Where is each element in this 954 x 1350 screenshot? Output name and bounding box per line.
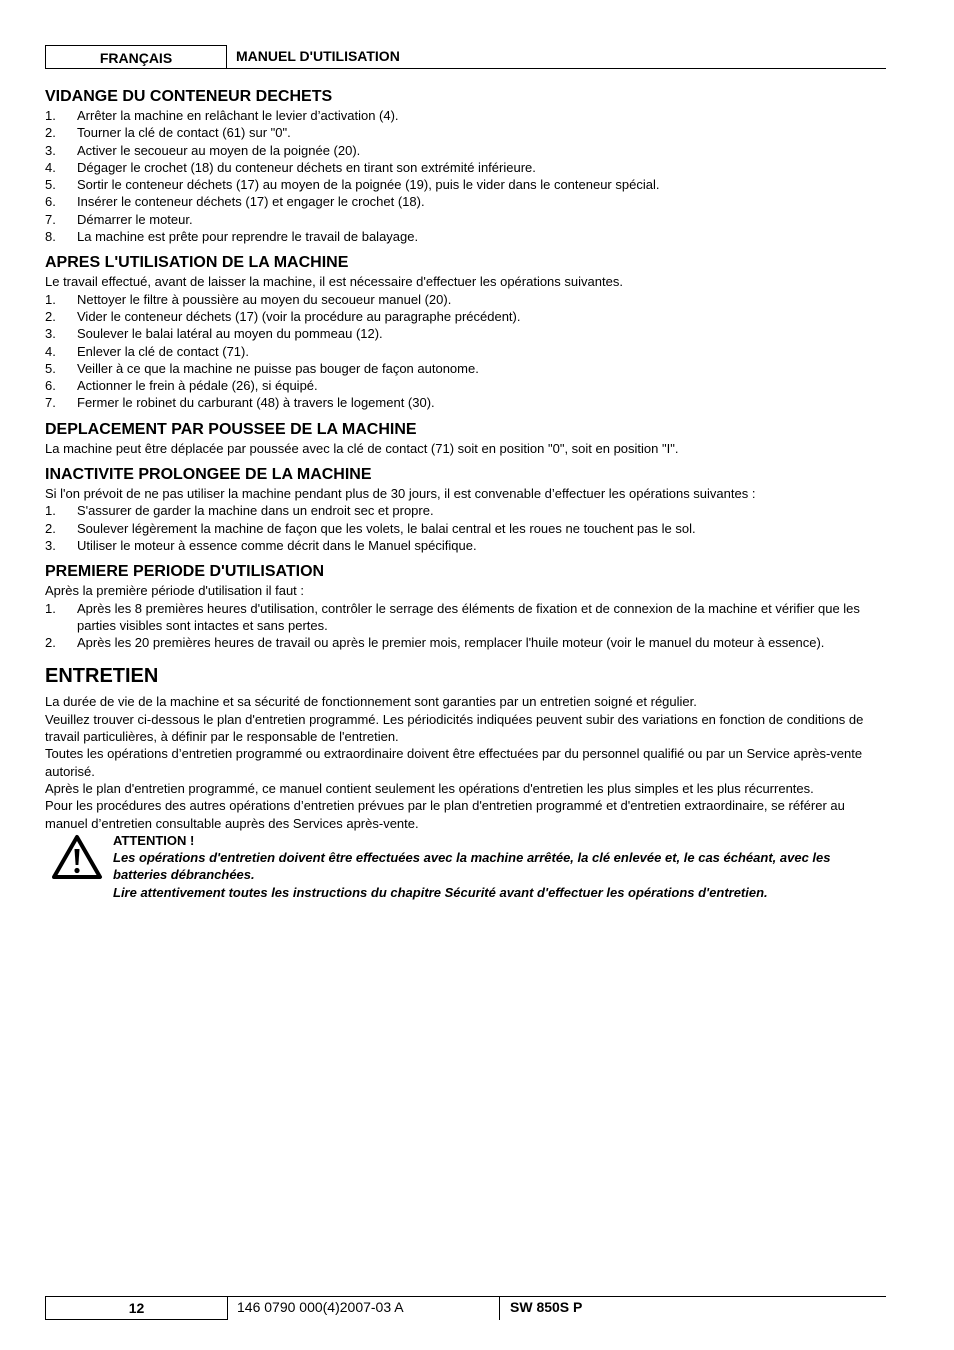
numbered-list (45, 291, 887, 412)
section-heading: DEPLACEMENT PAR POUSSEE DE LA MACHINE (45, 420, 417, 438)
paragraph: Veuillez trouver ci-dessous le plan d'entretien programmé. Les périodicités indiquées peuvent subir des variations en fonction de conditions de travail particulières, à définir par le responsable de l'entretien. (45, 711, 864, 745)
section-heading: APRES L'UTILISATION DE LA MACHINE (45, 254, 349, 272)
list-item: 5. Veiller à ce que la machine ne puisse pas bouger de façon autonome. (45, 360, 479, 376)
list-item: 4. Dégager le crochet (18) du conteneur déchets en tirant son extrémité inférieure. (45, 159, 536, 175)
chapter-title: ENTRETIEN (45, 665, 159, 688)
section-heading: PREMIERE PERIODE D'UTILISATION (45, 563, 325, 581)
header-title: MANUEL D'UTILISATION (227, 45, 886, 69)
section-heading: INACTIVITE PROLONGEE DE LA MACHINE (45, 466, 372, 484)
list-item: 1. S'assurer de garder la machine dans un endroit sec et propre. (45, 503, 434, 519)
list-item: 7. Fermer le robinet du carburant (48) à travers le logement (30). (45, 395, 435, 411)
list-item: 1. Après les 8 premières heures d'utilisation, contrôler le serrage des éléments de fixation et de connexion de la machine et vérifier que les parties visibles sont intactes et sans pertes. (45, 600, 860, 633)
list-item: 2. Vider le conteneur déchets (17) (voir la procédure au paragraphe précédent). (45, 308, 521, 324)
section-premiere (45, 562, 887, 651)
list-item: 2. Après les 20 premières heures de travail ou après le premier mois, remplacer l'huile moteur (voir le manuel du moteur à essence). (45, 635, 825, 651)
numbered-list (45, 600, 887, 652)
warning-box (45, 832, 887, 901)
list-item: 6. Insérer le conteneur déchets (17) et engager le crochet (18). (45, 194, 425, 210)
section-intro: Le travail effectué, avant de laisser la machine, il est nécessaire d'effectuer les opérations suivantes. (45, 274, 623, 290)
section-heading: VIDANGE DU CONTENEUR DECHETS (45, 88, 333, 105)
paragraph: Après le plan d'entretien programmé, ce manuel contient seulement les opérations d'entretien les plus simples et les plus récurrentes. (45, 780, 814, 796)
section-vidange (45, 87, 887, 245)
list-item: 3. Soulever le balai latéral au moyen du pommeau (12). (45, 326, 383, 342)
list-item: 2. Tourner la clé de contact (61) sur "0". (45, 125, 291, 141)
section-intro: Après la première période d'utilisation il faut : (45, 583, 305, 599)
warning-text: Lire attentivement toutes les instructions du chapitre Sécurité avant d'effectuer les opérations d'entretien. (113, 884, 768, 900)
model-name: SW 850S P (510, 1299, 583, 1315)
warning-title: ATTENTION ! (113, 832, 195, 848)
section-entretien (45, 663, 887, 901)
section-intro: La machine peut être déplacée par poussée avec la clé de contact (71) soit en position "0", soit en position "I". (45, 440, 679, 456)
section-apres (45, 253, 887, 411)
list-item: 6. Actionner le frein à pédale (26), si équipé. (45, 378, 318, 394)
document-code: 146 0790 000(4)2007-03 A (228, 1296, 500, 1320)
page-header (45, 45, 886, 68)
page-content (45, 87, 887, 909)
paragraph: Toutes les opérations d’entretien programmé ou extraordinaire doivent être effectuées par du personnel qualifié ou par un Service après-vente autorisé. (45, 746, 863, 779)
list-item: 5. Sortir le conteneur déchets (17) au moyen de la poignée (19), puis le vider dans le conteneur spécial. (45, 177, 660, 193)
page-number: 12 (45, 1296, 228, 1320)
list-item: 7. Démarrer le moteur. (45, 211, 193, 227)
section-inactivite (45, 465, 887, 554)
warning-text: Les opérations d'entretien doivent être effectuées avec la machine arrêtée, la clé enlevée et, le cas échéant, avec les batteries débranchées. (113, 850, 831, 883)
page-footer (45, 1296, 886, 1320)
paragraph: La durée de vie de la machine et sa sécurité de fonctionnement sont garanties par un entretien soigné et régulier. (45, 694, 697, 710)
list-item: 3. Activer le secoueur au moyen de la poignée (20). (45, 142, 361, 158)
list-item: 2. Soulever légèrement la machine de façon que les volets, le balai central et les roues ne touchent pas le sol. (45, 520, 696, 536)
list-item: 3. Utiliser le moteur à essence comme décrit dans le Manuel spécifique. (45, 537, 477, 553)
paragraph: Pour les procédures des autres opérations d’entretien prévues par le plan d'entretien programmé et d'entretien extraordinaire, se référer au manuel d’entretien consultable auprès des Services après-vente. (45, 798, 845, 831)
numbered-list (45, 502, 887, 554)
section-deplacement (45, 420, 887, 457)
list-item: 1. Arrêter la machine en relâchant le levier d’activation (4). (45, 108, 399, 123)
header-language: FRANÇAIS (45, 45, 227, 69)
list-item: 8. La machine est prête pour reprendre le travail de balayage. (45, 229, 419, 245)
warning-triangle-icon (51, 834, 103, 880)
numbered-list (45, 107, 887, 245)
section-intro: Si l'on prévoit de ne pas utiliser la machine pendant plus de 30 jours, il est convenable d’effectuer les opérations suivantes : (45, 486, 756, 502)
list-item: 4. Enlever la clé de contact (71). (45, 343, 249, 359)
list-item: 1. Nettoyer le filtre à poussière au moyen du secoueur manuel (20). (45, 291, 452, 307)
